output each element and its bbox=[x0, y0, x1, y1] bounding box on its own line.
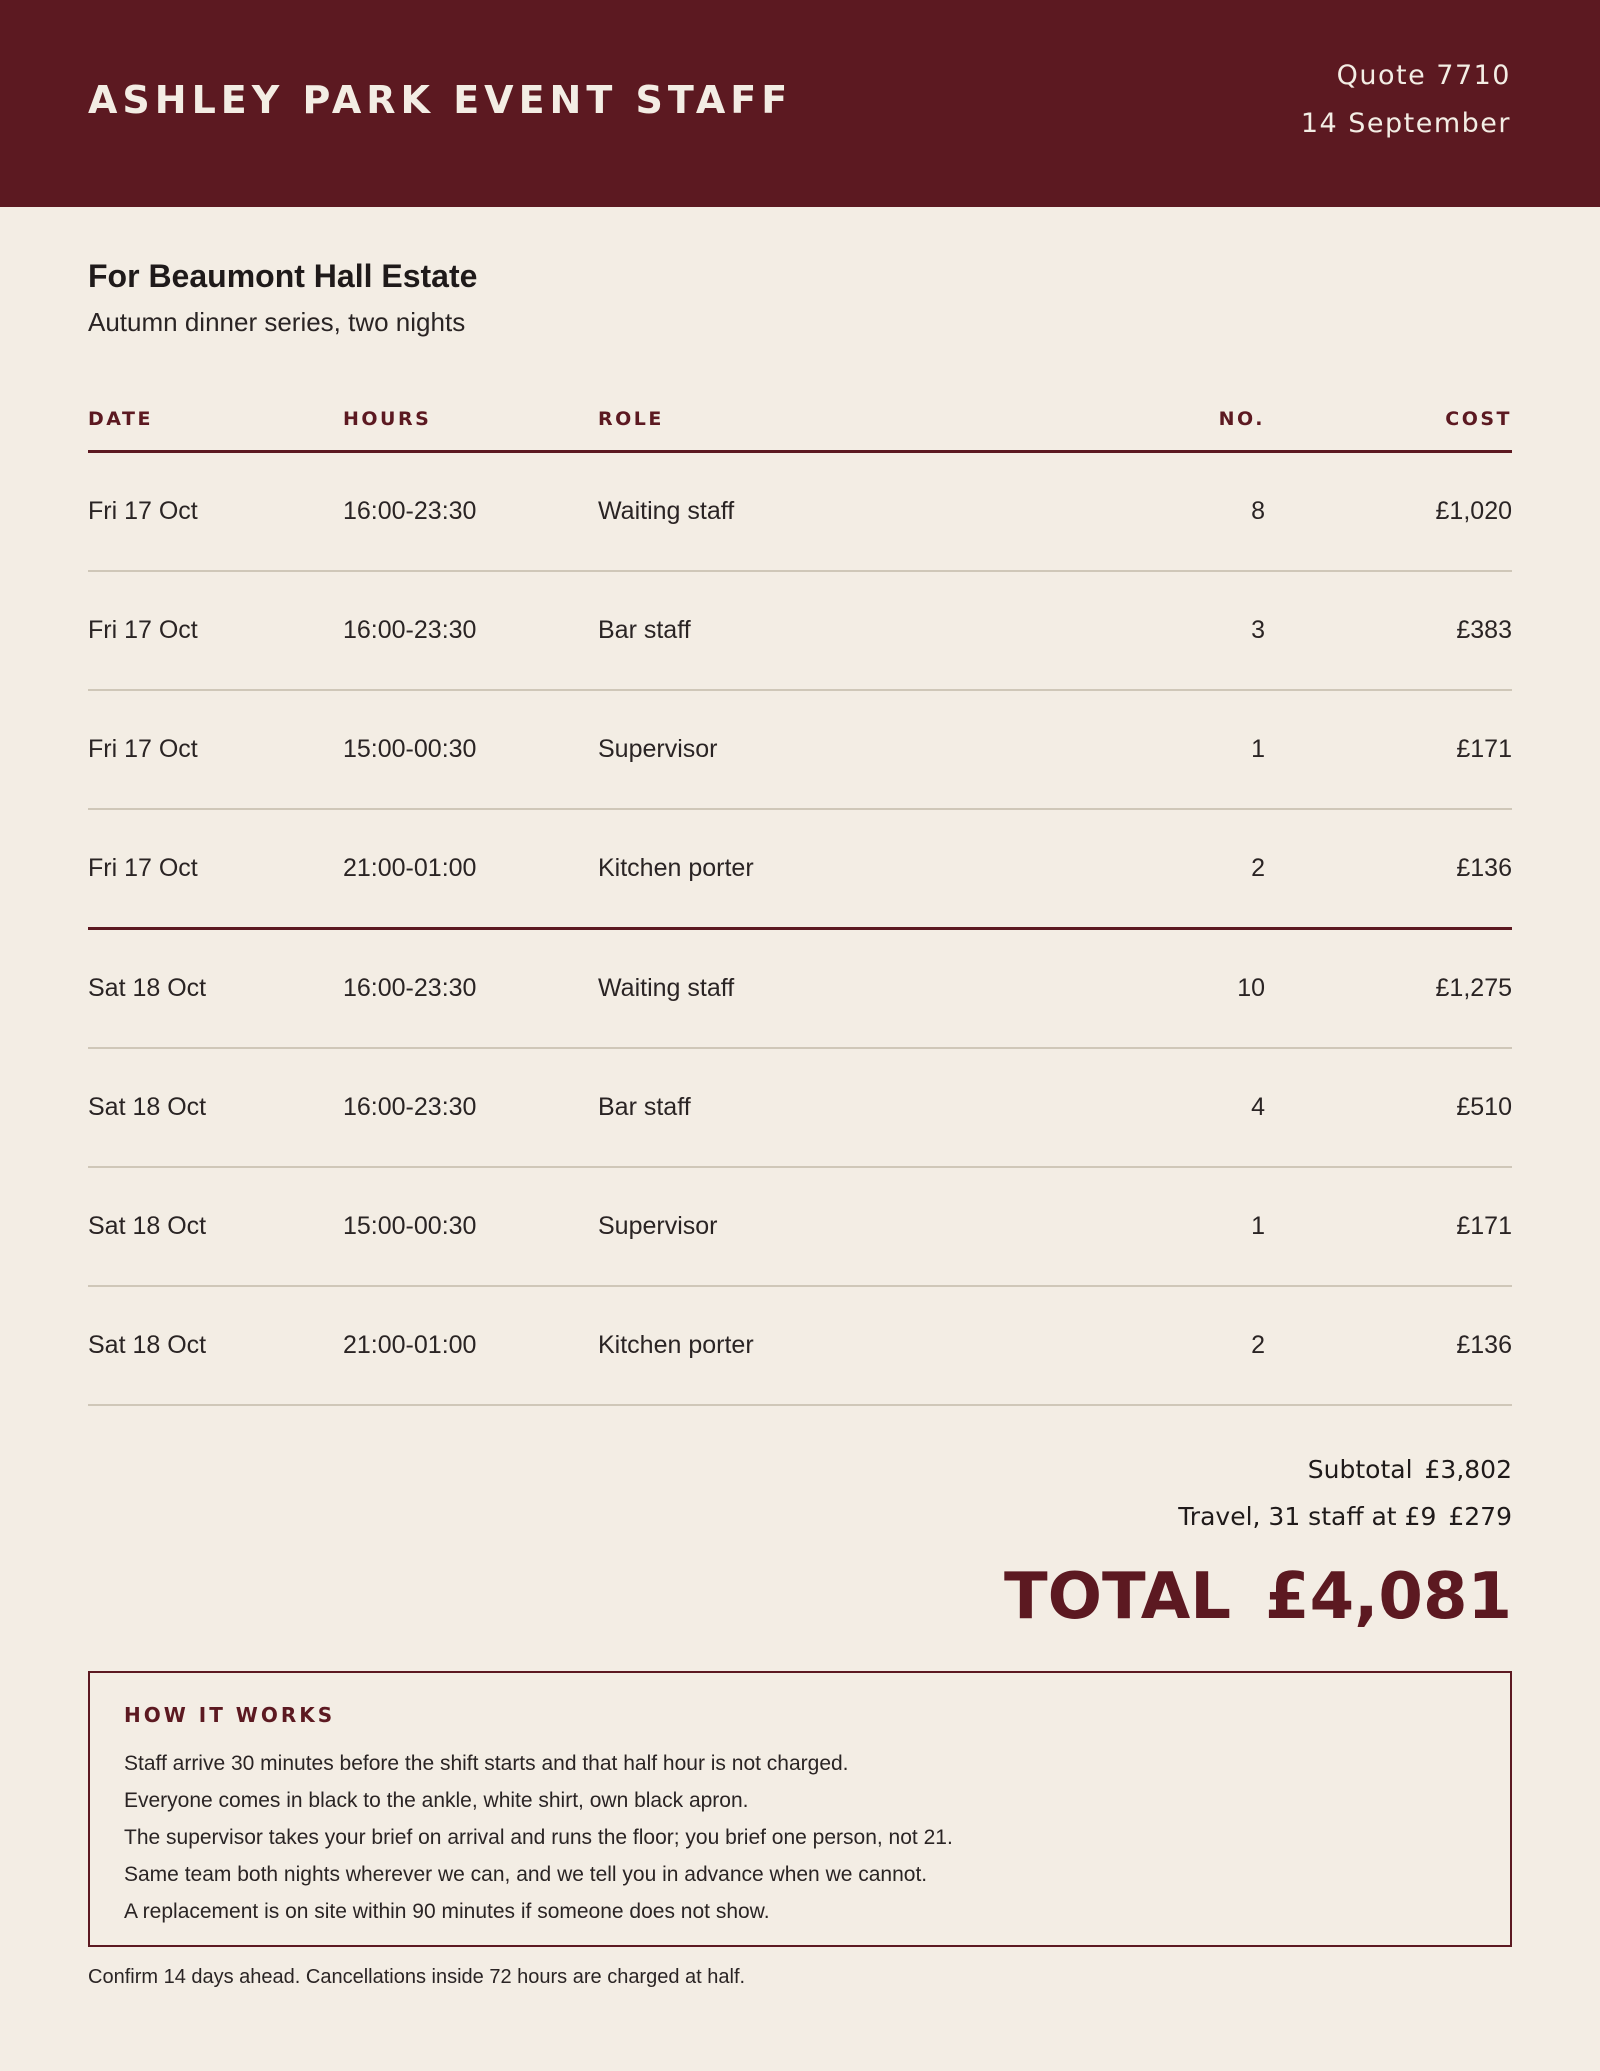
row-role: Supervisor bbox=[598, 1212, 718, 1240]
row-date: Sat 18 Oct bbox=[88, 1093, 207, 1121]
row-count: 1 bbox=[1251, 1212, 1265, 1240]
table-row bbox=[88, 930, 1512, 1049]
row-date: Fri 17 Oct bbox=[88, 497, 198, 525]
row-cost: £1,020 bbox=[1435, 497, 1512, 525]
row-count: 8 bbox=[1251, 497, 1265, 525]
row-cost: £1,275 bbox=[1435, 974, 1512, 1002]
total-label: TOTAL bbox=[1003, 1560, 1232, 1634]
list-item: Everyone comes in black to the ankle, white shirt, own black apron. bbox=[124, 1789, 749, 1812]
row-date: Sat 18 Oct bbox=[88, 1212, 207, 1240]
how-it-works-list bbox=[124, 1745, 953, 1930]
row-hours: 16:00-23:30 bbox=[343, 616, 477, 644]
row-count: 2 bbox=[1251, 854, 1265, 882]
row-date: Fri 17 Oct bbox=[88, 854, 198, 882]
row-count: 1 bbox=[1251, 735, 1265, 763]
row-cost: £171 bbox=[1456, 1212, 1512, 1240]
row-date: Fri 17 Oct bbox=[88, 616, 198, 644]
row-hours: 15:00-00:30 bbox=[343, 735, 477, 763]
event-description: Autumn dinner series, two nights bbox=[88, 307, 466, 337]
row-role: Waiting staff bbox=[598, 974, 735, 1002]
row-role: Kitchen porter bbox=[598, 854, 754, 882]
total-value: £4,081 bbox=[1265, 1560, 1512, 1634]
travel-label: Travel, 31 staff at £9 bbox=[1178, 1502, 1437, 1531]
row-cost: £136 bbox=[1456, 1331, 1512, 1359]
column-header-hours: HOURS bbox=[343, 408, 432, 430]
row-hours: 16:00-23:30 bbox=[343, 974, 477, 1002]
table-row bbox=[88, 572, 1512, 691]
table-row bbox=[88, 1287, 1512, 1406]
travel-value: £279 bbox=[1448, 1502, 1512, 1531]
subtotal-line bbox=[1308, 1455, 1512, 1484]
row-cost: £383 bbox=[1456, 616, 1512, 644]
row-role: Waiting staff bbox=[598, 497, 735, 525]
table-row bbox=[88, 453, 1512, 572]
column-header-cost: COST bbox=[1445, 408, 1512, 430]
row-role: Bar staff bbox=[598, 616, 691, 644]
subtotal-value: £3,802 bbox=[1424, 1455, 1512, 1484]
row-date: Sat 18 Oct bbox=[88, 1331, 207, 1359]
quote-date: 14 September bbox=[1300, 108, 1511, 139]
table-row bbox=[88, 1168, 1512, 1287]
company-name: ASHLEY PARK EVENT STAFF bbox=[88, 78, 793, 122]
column-header-number: NO. bbox=[1218, 408, 1265, 430]
table-header bbox=[88, 400, 1512, 453]
row-hours: 21:00-01:00 bbox=[343, 1331, 477, 1359]
how-it-works-box bbox=[88, 1671, 1512, 1947]
row-count: 2 bbox=[1251, 1331, 1265, 1359]
staffing-table bbox=[88, 400, 1512, 1406]
list-item: Same team both nights wherever we can, and we tell you in advance when we cannot. bbox=[124, 1863, 928, 1886]
row-count: 4 bbox=[1251, 1093, 1265, 1121]
travel-line bbox=[1178, 1502, 1512, 1531]
header-bar bbox=[0, 0, 1600, 207]
terms-footnote: Confirm 14 days ahead. Cancellations inside 72 hours are charged at half. bbox=[88, 1966, 746, 1988]
column-header-role: ROLE bbox=[598, 408, 664, 430]
row-hours: 16:00-23:30 bbox=[343, 497, 477, 525]
quote-number: Quote 7710 bbox=[1336, 60, 1511, 91]
row-count: 10 bbox=[1237, 974, 1265, 1002]
row-role: Kitchen porter bbox=[598, 1331, 754, 1359]
row-role: Supervisor bbox=[598, 735, 718, 763]
how-it-works-title: HOW IT WORKS bbox=[124, 1703, 336, 1727]
row-cost: £171 bbox=[1456, 735, 1512, 763]
subtotal-label: Subtotal bbox=[1307, 1455, 1413, 1484]
row-cost: £510 bbox=[1456, 1093, 1512, 1121]
row-count: 3 bbox=[1251, 616, 1265, 644]
row-role: Bar staff bbox=[598, 1093, 691, 1121]
row-hours: 15:00-00:30 bbox=[343, 1212, 477, 1240]
row-cost: £136 bbox=[1456, 854, 1512, 882]
list-item: Staff arrive 30 minutes before the shift starts and that half hour is not charged. bbox=[124, 1752, 849, 1775]
client-name: For Beaumont Hall Estate bbox=[88, 258, 478, 294]
column-header-date: DATE bbox=[88, 408, 153, 430]
grand-total bbox=[1004, 1560, 1512, 1634]
row-date: Fri 17 Oct bbox=[88, 735, 198, 763]
table-row bbox=[88, 810, 1512, 930]
list-item: A replacement is on site within 90 minutes if someone does not show. bbox=[124, 1900, 770, 1923]
row-hours: 21:00-01:00 bbox=[343, 854, 477, 882]
list-item: The supervisor takes your brief on arrival and runs the floor; you brief one person, not 21. bbox=[124, 1826, 953, 1849]
table-row bbox=[88, 1049, 1512, 1168]
table-row bbox=[88, 691, 1512, 810]
row-hours: 16:00-23:30 bbox=[343, 1093, 477, 1121]
row-date: Sat 18 Oct bbox=[88, 974, 207, 1002]
